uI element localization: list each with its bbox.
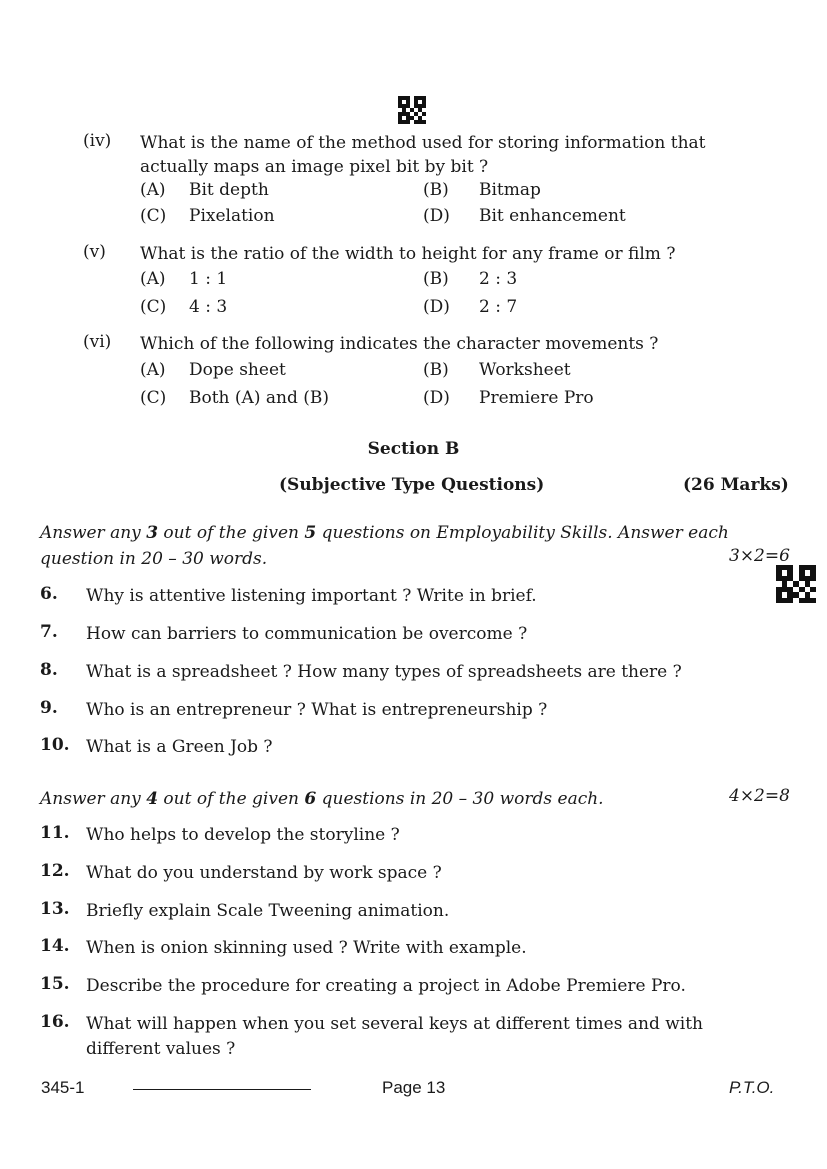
- instruction-line: [40, 786, 604, 812]
- option-text: Bit enhancement: [479, 206, 626, 226]
- question-text: What do you understand by work space ?: [86, 863, 442, 883]
- instruction-number: 5: [304, 523, 317, 543]
- option-text: 4 : 3: [189, 297, 228, 317]
- option-key: (D): [423, 388, 450, 408]
- question-stem: What is the ratio of the width to height for any frame or film ?: [140, 244, 676, 264]
- question-text: When is onion skinning used ? Write with example.: [86, 938, 527, 958]
- option-text: 1 : 1: [189, 269, 228, 289]
- question-text: Briefly explain Scale Tweening animation.: [86, 901, 450, 921]
- question-text: What will happen when you set several keys at different times and with different values ?: [86, 1014, 704, 1059]
- option-text: Bit depth: [189, 180, 269, 200]
- question-text: Who helps to develop the storyline ?: [86, 825, 400, 845]
- instruction-text: Answer any: [40, 523, 147, 543]
- instruction-line: [40, 520, 729, 546]
- instruction-text: Answer any: [40, 789, 147, 809]
- option-text: Bitmap: [479, 180, 541, 200]
- instruction-number: 3: [146, 523, 159, 543]
- option-key: (D): [423, 206, 450, 226]
- option-text: Both (A) and (B): [189, 388, 329, 408]
- option-text: Premiere Pro: [479, 388, 594, 408]
- section-subtitle: (Subjective Type Questions): [279, 475, 545, 495]
- question-text: What is a spreadsheet ? How many types of spreadsheets are there ?: [86, 662, 682, 682]
- marks-allocation: 4×2=8: [729, 786, 790, 806]
- option-key: (D): [423, 297, 450, 317]
- footer-rule: [133, 1089, 311, 1090]
- question-number: 11.: [40, 823, 70, 843]
- question-text: Who is an entrepreneur ? What is entrepreneurship ?: [86, 700, 548, 720]
- qr-code-icon: [398, 96, 426, 124]
- paper-code: 345-1: [41, 1078, 85, 1097]
- question-stem: Which of the following indicates the character movements ?: [140, 334, 659, 354]
- question-number: 9.: [40, 698, 58, 718]
- option-key: (C): [140, 206, 167, 226]
- section-marks: (26 Marks): [683, 475, 789, 495]
- question-number: 13.: [40, 899, 70, 919]
- instruction-text: out of the given: [158, 523, 305, 543]
- section-title: Section B: [367, 439, 460, 459]
- pto-label: P.T.O.: [729, 1078, 775, 1097]
- option-text: Worksheet: [479, 360, 571, 380]
- question-number: 6.: [40, 584, 58, 604]
- option-key: (B): [423, 180, 449, 200]
- question-text: Describe the procedure for creating a project in Adobe Premiere Pro.: [86, 976, 686, 996]
- option-key: (C): [140, 388, 167, 408]
- page-number: Page 13: [382, 1078, 446, 1097]
- qr-code-icon: [776, 565, 816, 603]
- question-number: 8.: [40, 660, 58, 680]
- instruction-number: 4: [146, 789, 159, 809]
- question-text: What is a Green Job ?: [86, 737, 273, 757]
- option-key: (A): [140, 269, 166, 289]
- option-key: (A): [140, 360, 166, 380]
- question-number: 14.: [40, 936, 70, 956]
- instruction-number: 6: [304, 789, 317, 809]
- question-number: 12.: [40, 861, 70, 881]
- option-text: 2 : 3: [479, 269, 518, 289]
- question-number: 16.: [40, 1012, 70, 1032]
- question-number: (v): [83, 242, 106, 262]
- instruction-text: questions on Employability Skills. Answer each: [316, 523, 729, 543]
- instruction-line: question in 20 – 30 words.: [40, 549, 268, 569]
- question-number: (vi): [83, 332, 112, 352]
- instruction-text: questions in 20 – 30 words each.: [316, 789, 604, 809]
- question-stem: What is the name of the method used for storing information that actually maps an image pixel bit by bit ?: [140, 133, 706, 177]
- option-key: (B): [423, 360, 449, 380]
- option-text: 2 : 7: [479, 297, 518, 317]
- question-number: (iv): [83, 131, 112, 151]
- question-number: 10.: [40, 735, 70, 755]
- marks-allocation: 3×2=6: [729, 546, 790, 566]
- option-key: (A): [140, 180, 166, 200]
- question-text: Why is attentive listening important ? Write in brief.: [86, 586, 537, 606]
- option-text: Dope sheet: [189, 360, 286, 380]
- option-key: (C): [140, 297, 167, 317]
- option-key: (B): [423, 269, 449, 289]
- option-text: Pixelation: [189, 206, 275, 226]
- question-number: 15.: [40, 974, 70, 994]
- question-number: 7.: [40, 622, 58, 642]
- question-text: How can barriers to communication be overcome ?: [86, 624, 528, 644]
- instruction-text: out of the given: [158, 789, 305, 809]
